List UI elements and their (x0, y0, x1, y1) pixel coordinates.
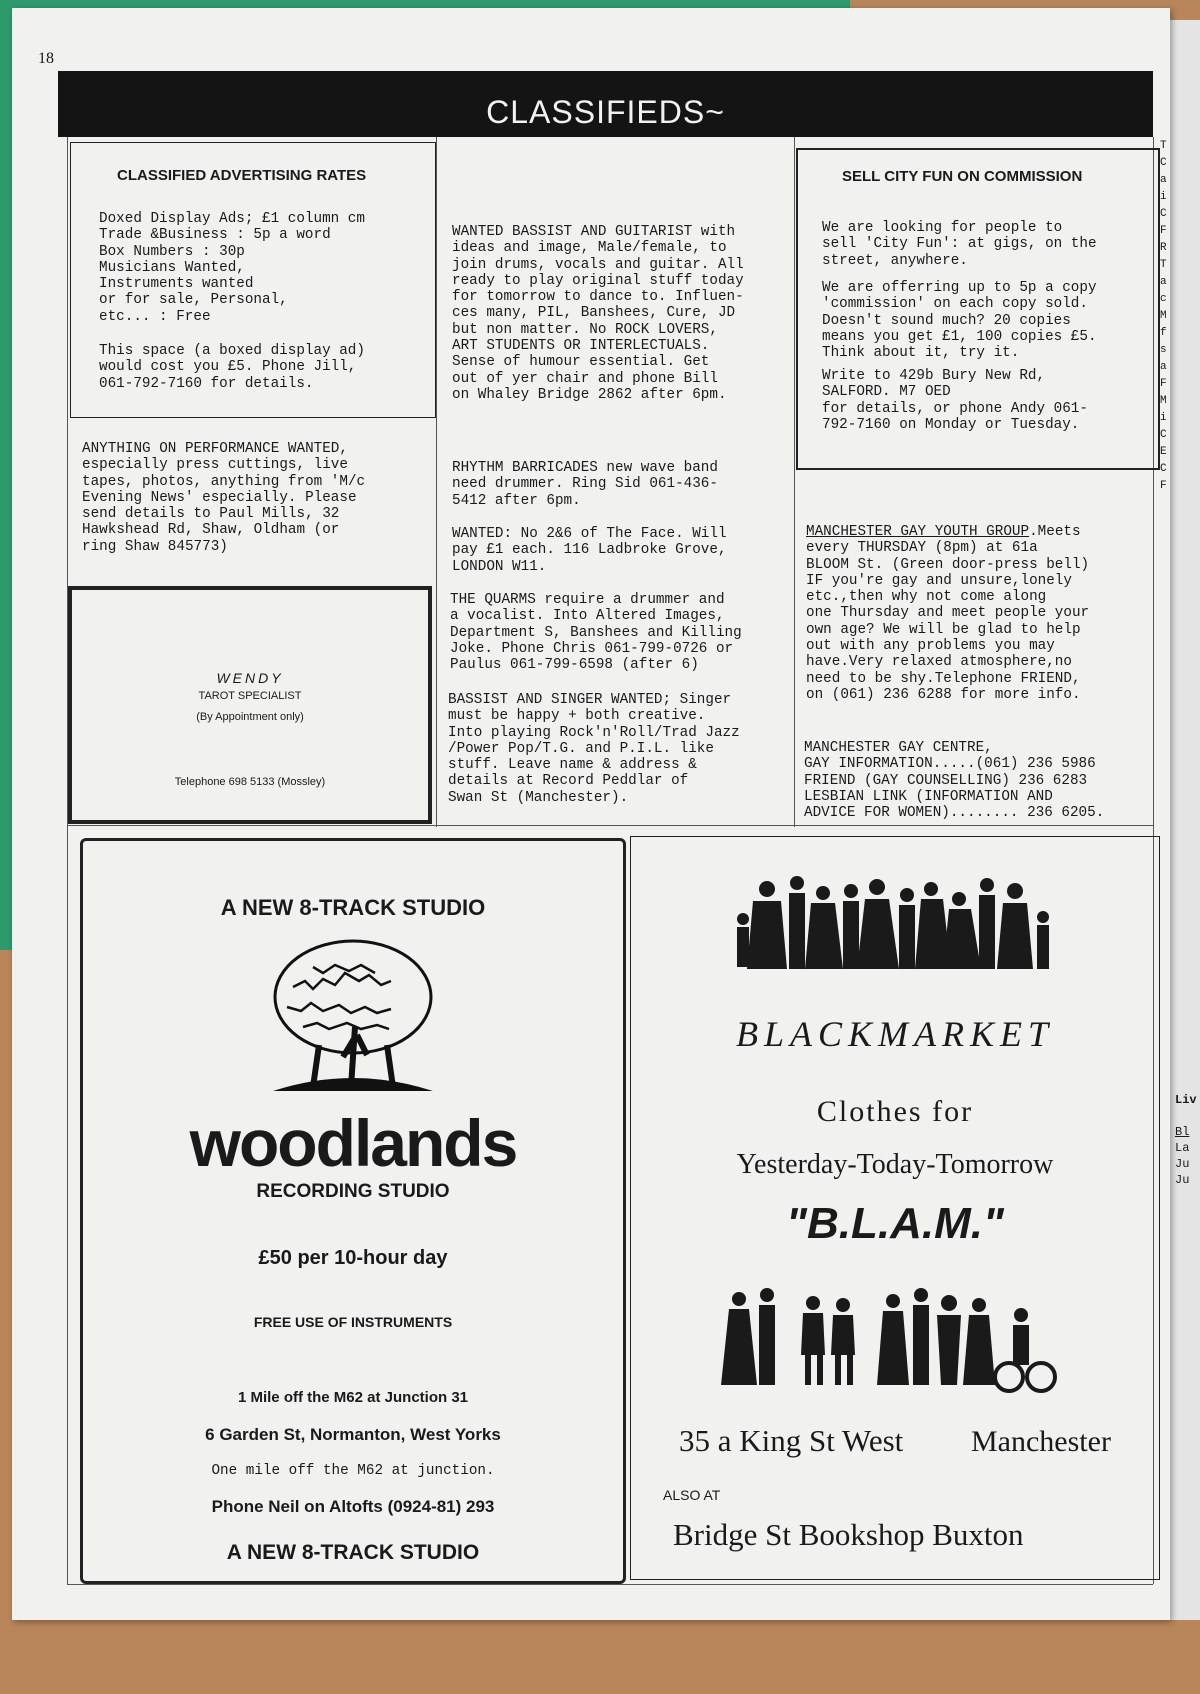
side-letter: M (1160, 310, 1167, 322)
woodlands-price: £50 per 10-hour day (258, 1247, 448, 1269)
column-rule (436, 137, 437, 827)
side-letter: C (1160, 208, 1167, 220)
side-letter: a (1160, 361, 1167, 373)
column-rule (794, 137, 795, 827)
ad-bassist-singer: BASSIST AND SINGER WANTED; Singer must be happy + both creative. Into playing Rock'n'Roll/Trad Jazz /Power Pop/T.G. and P.I.L. like stuff. Leave name & address & details at Record Peddlar of Swan St (Manchester). (448, 692, 740, 806)
blackmarket-blam: "B.L.A.M." (786, 1199, 1004, 1248)
sell-paragraph-1: We are looking for people to sell 'City Fun': at gigs, on the street, anywhere. (822, 220, 1097, 269)
sell-title: SELL CITY FUN ON COMMISSION (842, 168, 1083, 185)
woodlands-headline: A NEW 8-TRACK STUDIO (220, 895, 486, 920)
wendy-ad (68, 586, 432, 824)
blackmarket-tagline: Yesterday-Today-Tomorrow (736, 1149, 1054, 1180)
side-letter: F (1160, 378, 1167, 390)
side-letter: f (1160, 327, 1167, 339)
next-page-text (1175, 1092, 1197, 1188)
rates-list: Doxed Display Ads; £1 column cm Trade &Business : 5p a word Box Numbers : 30p Musicians Wanted, Instruments wanted or for sale, Personal, etc... : Free (99, 211, 365, 325)
side-column-letters (1160, 138, 1170, 495)
rates-box (70, 142, 436, 418)
side-letter: T (1160, 140, 1167, 152)
next-page-line: Ju (1175, 1157, 1190, 1171)
blackmarket-also-address: Bridge St Bookshop Buxton (673, 1517, 1024, 1552)
wendy-name: WENDY (216, 670, 284, 686)
woodlands-location: 1 Mile off the M62 at Junction 31 (237, 1389, 469, 1406)
side-letter: C (1160, 157, 1167, 169)
next-page-edge (1168, 20, 1200, 1620)
side-letter: i (1160, 412, 1167, 424)
gay-youth-title: MANCHESTER GAY YOUTH GROUP (806, 524, 1030, 540)
next-page-line: Bl (1175, 1125, 1190, 1139)
woodlands-typed-note: One mile off the M62 at junction. (211, 1463, 495, 1479)
side-letter: T (1160, 259, 1167, 271)
next-page-line: Liv (1175, 1093, 1197, 1107)
next-page-line: La (1175, 1141, 1190, 1155)
ad-bassist-guitarist: WANTED BASSIST AND GUITARIST with ideas and image, Male/female, to join drums, vocals and guitar. All ready to play original stuff today for tomorrow to dance to. Influen- ces many, PIL, Banshees, Cure, JD but non matter. No ROCK LOVERS, ART STUDENTS OR INTERLECTUALS. Sense of humour essential. Get out of yer chair and phone Bill on Whaley Bridge 2862 after 6pm. (452, 224, 744, 403)
side-letter: s (1160, 344, 1167, 356)
side-letter: C (1160, 463, 1167, 475)
rates-note: This space (a boxed display ad) would cost you £5. Phone Jill, 061-792-7160 for details. (99, 343, 365, 392)
wendy-phone: Telephone 698 5133 (Mossley) (174, 776, 326, 788)
ad-quarms: THE QUARMS require a drummer and a vocalist. Into Altered Images, Department S, Banshees and Killing Joke. Phone Chris 061-799-0726 or Paulus 061-799-6598 (after 6) (450, 592, 742, 674)
section-rule (67, 1584, 1153, 1585)
section-rule (67, 825, 1153, 826)
woodlands-free-instruments: FREE USE OF INSTRUMENTS (253, 1314, 453, 1330)
side-letter: i (1160, 191, 1167, 203)
modern-figures-illustration (721, 1285, 1071, 1395)
side-letter: C (1160, 429, 1167, 441)
ad-the-face: WANTED: No 2&6 of The Face. Will pay £1 each. 116 Ladbroke Grove, LONDON W11. (452, 526, 727, 575)
blackmarket-ad (630, 836, 1160, 1580)
blackmarket-clothes-for: Clothes for (816, 1095, 974, 1128)
blackmarket-address: 35 a King St West (679, 1423, 904, 1458)
blackmarket-logo: BLACKMARKET (735, 1014, 1055, 1054)
ad-gay-youth-group (806, 524, 1089, 703)
blackmarket-also-at: ALSO AT (663, 1487, 721, 1503)
side-letter: R (1160, 242, 1167, 254)
woodlands-footer: A NEW 8-TRACK STUDIO (226, 1541, 480, 1564)
side-letter: c (1160, 293, 1167, 305)
classifieds-header: CLASSIFIEDS~ (58, 71, 1153, 137)
next-page-line: Ju (1175, 1173, 1190, 1187)
column-rule (67, 137, 68, 1584)
next-page-line (1175, 1108, 1197, 1124)
tree-icon (263, 927, 443, 1097)
woodlands-subtitle: RECORDING STUDIO (256, 1181, 450, 1202)
woodlands-address: 6 Garden St, Normanton, West Yorks (205, 1425, 501, 1444)
woodlands-ad (80, 838, 626, 1584)
ad-rhythm-barricades: RHYTHM BARRICADES new wave band need drummer. Ring Sid 061-436- 5412 after 6pm. (452, 460, 718, 509)
sell-city-fun-box (796, 148, 1160, 470)
ad-gay-centre: MANCHESTER GAY CENTRE, GAY INFORMATION.....(061) 236 5986 FRIEND (GAY COUNSELLING) 236 6283 LESBIAN LINK (INFORMATION AND ADVICE FOR WOMEN)........ 236 6205. (804, 740, 1105, 822)
blackmarket-city: Manchester (971, 1425, 1111, 1458)
side-letter: E (1160, 446, 1167, 458)
side-letter: F (1160, 225, 1167, 237)
ad-performance: ANYTHING ON PERFORMANCE WANTED, especially press cuttings, live tapes, photos, anything from 'M/c Evening News' especially. Please send details to Paul Mills, 32 Hawkshead Rd, Shaw, Oldham (or ring Shaw 845773) (82, 441, 366, 555)
side-letter: a (1160, 276, 1167, 288)
rates-title: CLASSIFIED ADVERTISING RATES (117, 167, 367, 184)
wendy-note: (By Appointment only) (196, 711, 304, 723)
victorian-figures-illustration (731, 869, 1061, 979)
wendy-title: TAROT SPECIALIST (198, 690, 302, 702)
page-number: 18 (38, 50, 54, 67)
sell-paragraph-2: We are offerring up to 5p a copy 'commission' on each copy sold. Doesn't sound much? 20 copies means you get £1, 100 copies £5. Think about it, try it. (822, 280, 1097, 362)
woodlands-phone: Phone Neil on Altofts (0924-81) 293 (211, 1497, 495, 1516)
woodlands-logo: woodlands (189, 1106, 517, 1180)
side-letter: a (1160, 174, 1167, 186)
side-letter: F (1160, 480, 1167, 492)
sell-paragraph-3: Write to 429b Bury New Rd, SALFORD. M7 OED for details, or phone Andy 061- 792-7160 on Monday or Tuesday. (822, 368, 1088, 433)
gay-youth-body: .Meets every THURSDAY (8pm) at 61a BLOOM St. (Green door-press bell) IF you're gay and unsure,lonely etc.,then why not come along one Thursday and meet people your own age? We will be glad to help out with any problems you may have.Very relaxed atmosphere,no need to be shy.Telephone FRIEND, on (061) 236 6288 for more info. (806, 524, 1090, 703)
side-letter: M (1160, 395, 1167, 407)
